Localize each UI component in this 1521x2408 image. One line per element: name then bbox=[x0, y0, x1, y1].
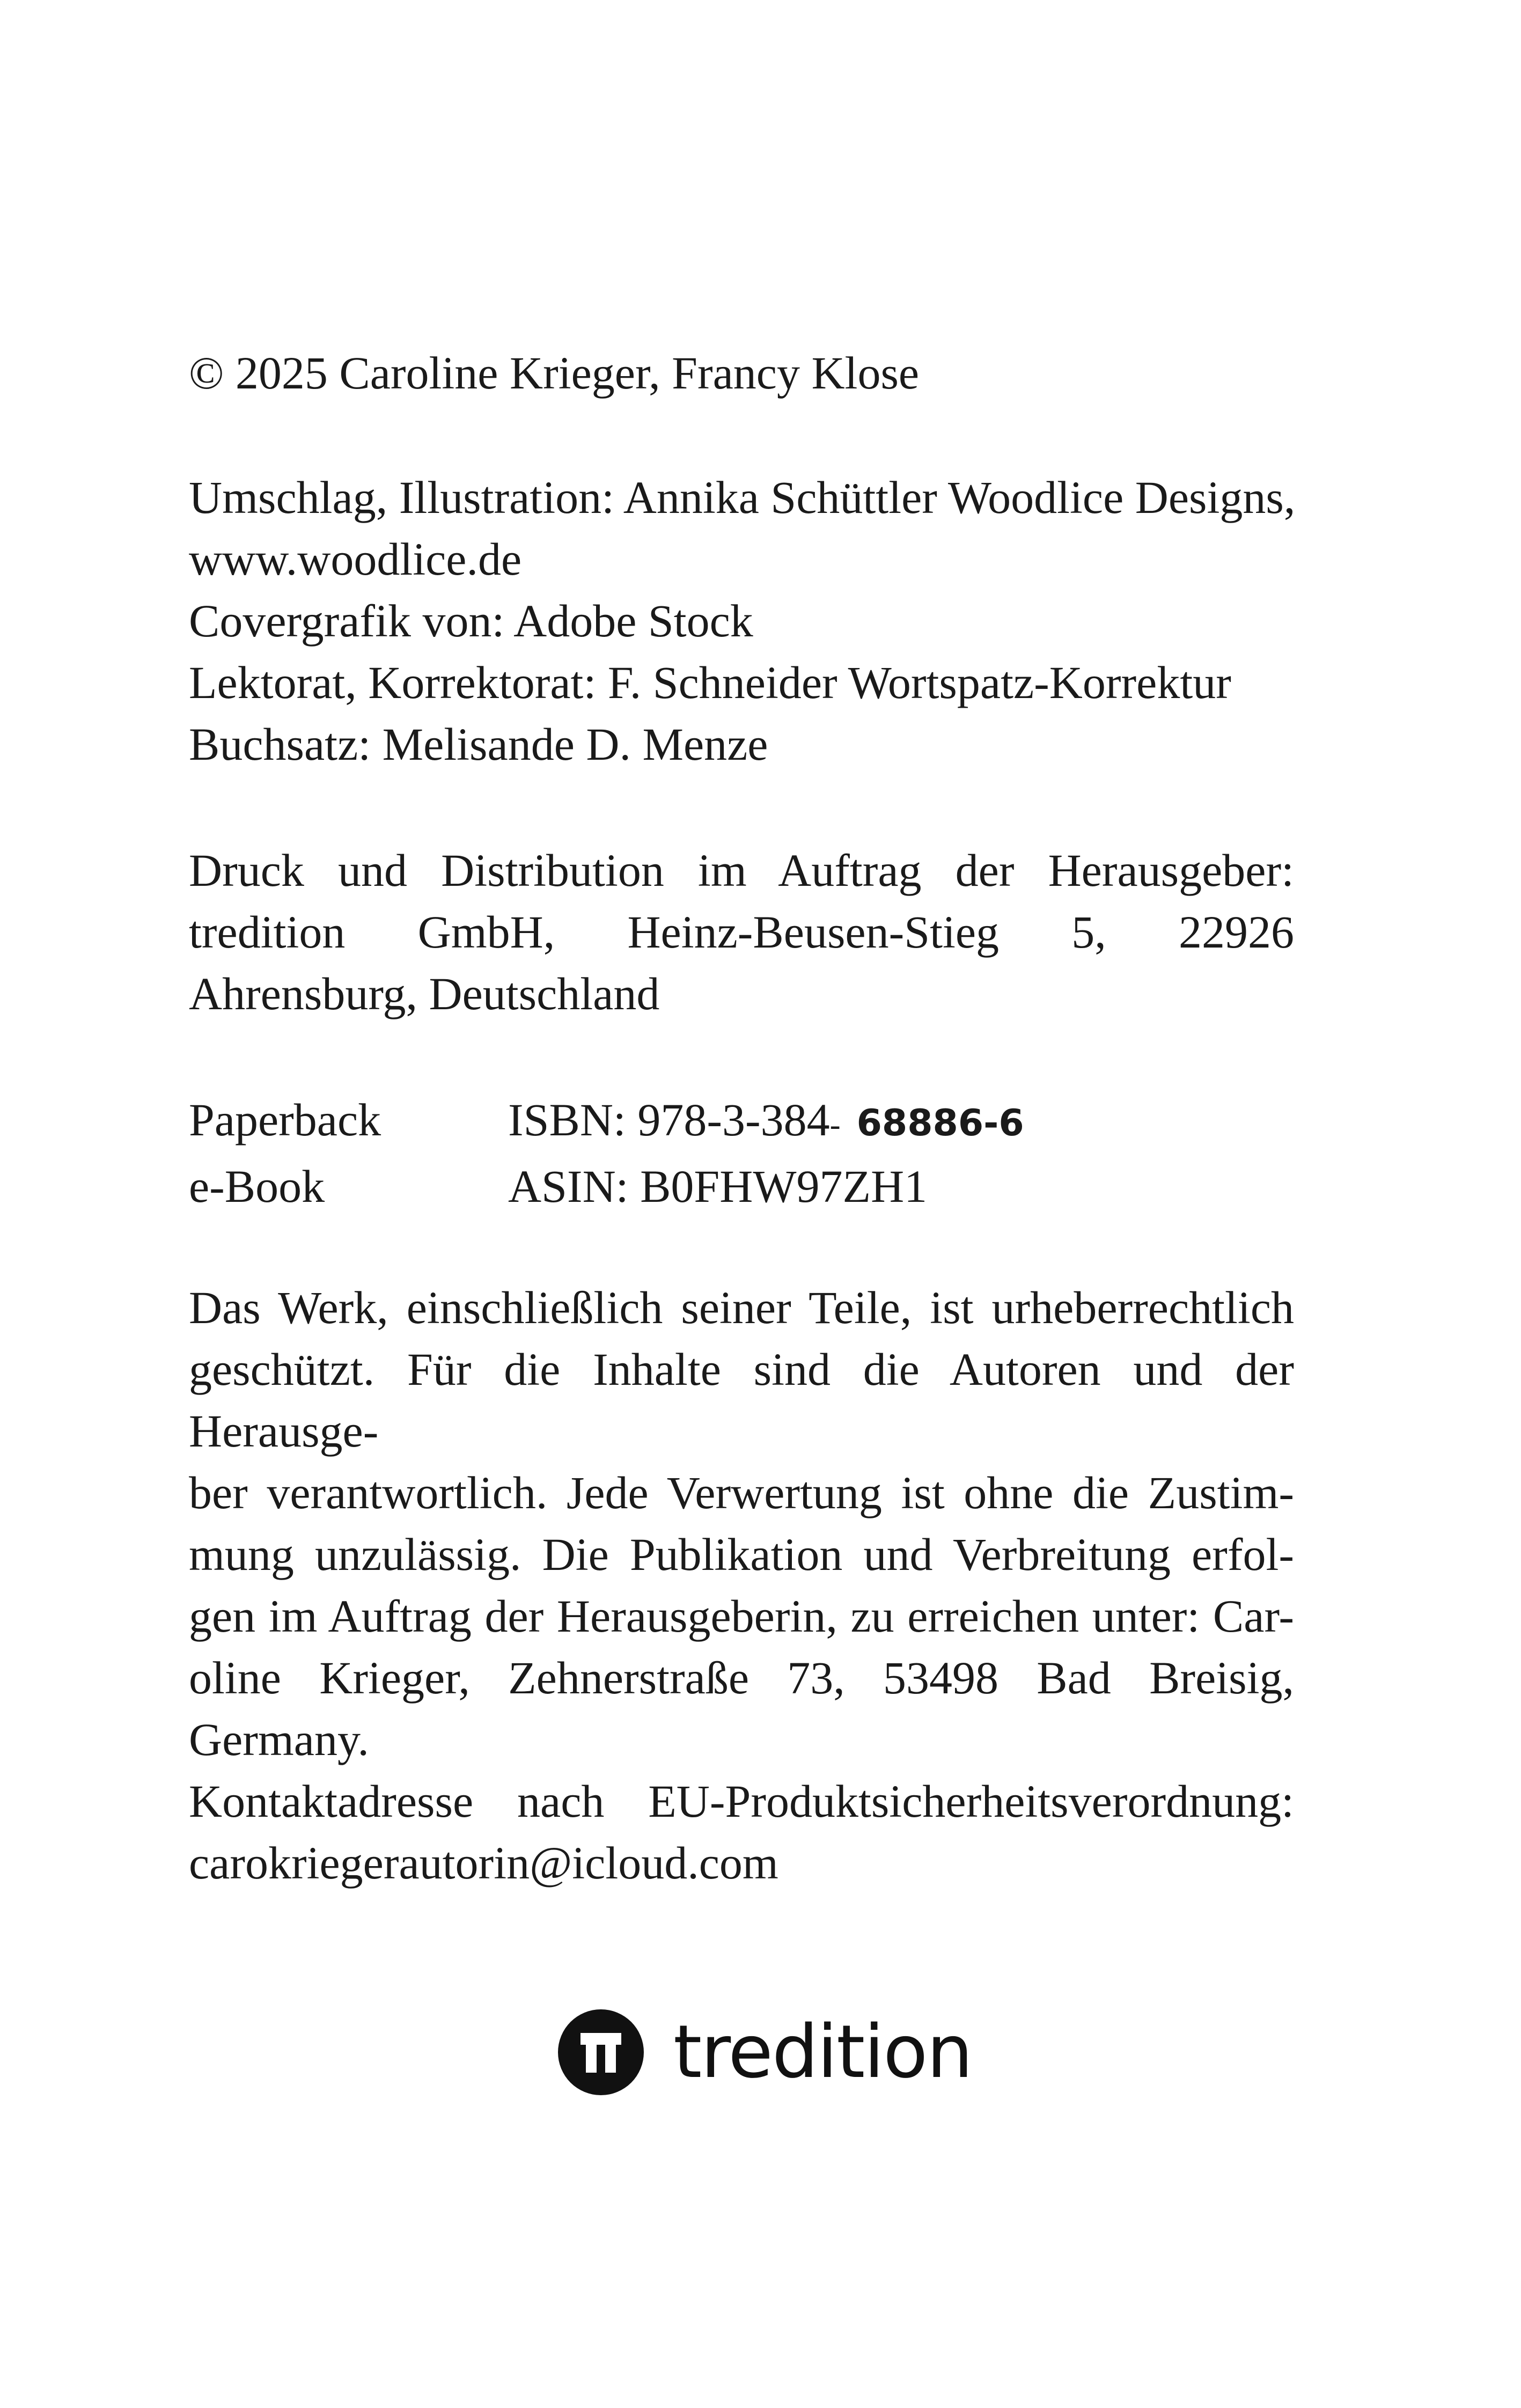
distribution-block bbox=[189, 840, 1294, 1025]
credits-line: Buchsatz: Melisande D. Menze bbox=[189, 718, 768, 770]
tredition-logo-text: tredition bbox=[673, 2010, 972, 2095]
isbn-separator: - bbox=[829, 1107, 841, 1142]
credits-block bbox=[189, 467, 1294, 775]
edition-row-paperback bbox=[189, 1089, 1294, 1156]
rights-line: carokriegerautorin@icloud.com bbox=[189, 1837, 778, 1889]
asin-value: ASIN: B0FHW97ZH1 bbox=[508, 1161, 928, 1212]
rights-line: gen im Auftrag der Herausgeberin, zu erreichen unter: Car- bbox=[189, 1590, 1294, 1642]
rights-line: oline Krieger, Zehnerstraße 73, 53498 Bad Breisig, Germany. bbox=[189, 1652, 1294, 1765]
copyright-line: © 2025 Caroline Krieger, Francy Klose bbox=[189, 347, 920, 399]
credits-line: Covergrafik von: Adobe Stock bbox=[189, 595, 753, 647]
rights-line: geschützt. Für die Inhalte sind die Autoren und der Herausge- bbox=[189, 1344, 1294, 1457]
tredition-logo-icon bbox=[558, 2009, 644, 2095]
rights-block bbox=[189, 1277, 1294, 1894]
credits-line: www.woodlice.de bbox=[189, 533, 522, 585]
distribution-line: tredition GmbH, Heinz-Beusen-Stieg 5, 22926 bbox=[189, 906, 1294, 958]
credits-line: Umschlag, Illustration: Annika Schüttler Woodlice Designs, bbox=[189, 472, 1296, 523]
editions-table bbox=[189, 1089, 1294, 1217]
rights-line: mung unzulässig. Die Publikation und Verbreitung erfol- bbox=[189, 1529, 1294, 1580]
rights-line: Kontaktadresse nach EU-Produktsicherheitsverordnung: bbox=[189, 1775, 1294, 1827]
isbn-suffix: 68886-6 bbox=[856, 1102, 1024, 1144]
rights-line: ber verantwortlich. Jede Verwertung ist ohne die Zustim- bbox=[189, 1467, 1294, 1518]
rights-line: Das Werk, einschließlich seiner Teile, ist urheberrechtlich bbox=[189, 1282, 1294, 1333]
tredition-logo bbox=[558, 2009, 972, 2095]
distribution-line: Ahrensburg, Deutschland bbox=[189, 968, 660, 1019]
edition-label: Paperback bbox=[189, 1094, 381, 1146]
isbn-value: ISBN: 978-3-384 bbox=[508, 1094, 830, 1146]
edition-label: e-Book bbox=[189, 1161, 325, 1212]
distribution-line: Druck und Distribution im Auftrag der Herausgeber: bbox=[189, 845, 1294, 896]
edition-row-ebook bbox=[189, 1156, 1294, 1217]
credits-line: Lektorat, Korrektorat: F. Schneider Wortspatz-Korrektur bbox=[189, 657, 1231, 708]
copyright-block bbox=[189, 342, 1294, 404]
